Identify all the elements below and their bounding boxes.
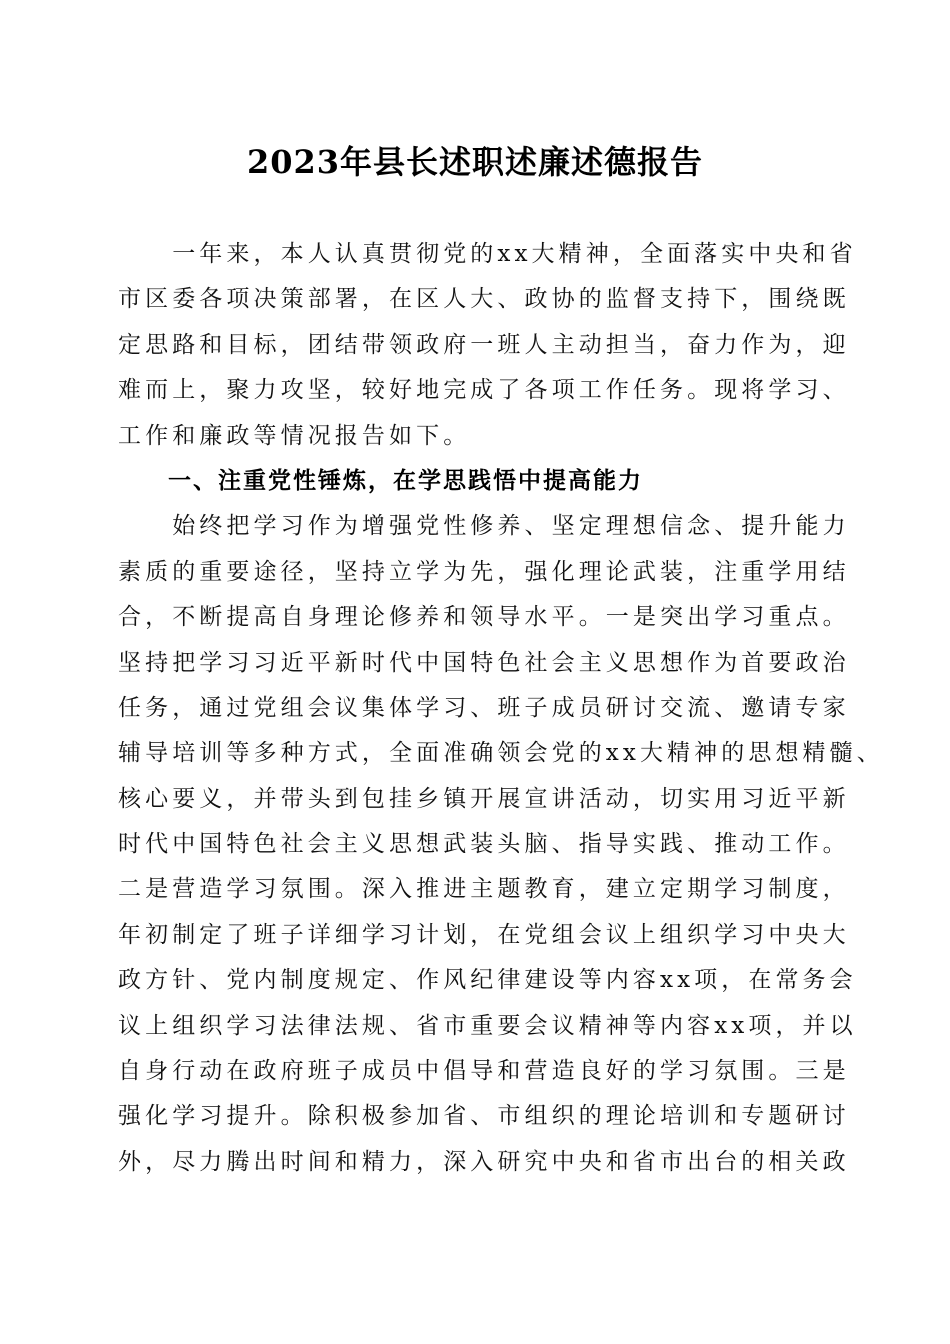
- body-line: 自身行动在政府班子成员中倡导和营造良好的学习氛围。三是: [118, 1058, 850, 1085]
- body-line: 时代中国特色社会主义思想武装头脑、指导实践、推动工作。: [118, 831, 850, 858]
- body-line: 一年来，本人认真贯彻党的xx大精神，全面落实中央和省: [118, 241, 857, 267]
- body-line: 合，不断提高自身理论修养和领导水平。一是突出学习重点。: [118, 604, 850, 631]
- body-line: 市区委各项决策部署，在区人大、政协的监督支持下，围绕既: [118, 286, 850, 313]
- body-line: 二是营造学习氛围。深入推进主题教育，建立定期学习制度，: [118, 876, 850, 903]
- body-line: 任务，通过党组会议集体学习、班子成员研讨交流、邀请专家: [118, 694, 850, 721]
- body-line: 定思路和目标，团结带领政府一班人主动担当，奋力作为，迎: [118, 331, 850, 358]
- body-line: 坚持把学习习近平新时代中国特色社会主义思想作为首要政治: [118, 649, 850, 676]
- document-body: [118, 232, 884, 1185]
- body-line: 始终把学习作为增强党性修养、坚定理想信念、提升能力: [118, 513, 850, 540]
- body-line: 议上组织学习法律法规、省市重要会议精神等内容xx项，并以: [118, 1012, 857, 1039]
- body-line: 难而上，聚力攻坚，较好地完成了各项工作任务。现将学习、: [118, 377, 850, 404]
- document-title: 2023年县长述职述廉述德报告: [246, 143, 704, 181]
- body-line: 辅导培训等多种方式，全面准确领会党的xx大精神的思想精髓、: [118, 740, 884, 767]
- section-heading: 一、注重党性锤炼，在学思践悟中提高能力: [118, 467, 643, 494]
- body-line: 工作和廉政等情况报告如下。: [118, 422, 471, 449]
- body-line: 年初制定了班子详细学习计划，在党组会议上组织学习中央大: [118, 921, 850, 948]
- body-line: 强化学习提升。除积极参加省、市组织的理论培训和专题研讨: [118, 1103, 850, 1130]
- body-line: 外，尽力腾出时间和精力，深入研究中央和省市出台的相关政: [118, 1148, 850, 1175]
- body-line: 核心要义，并带头到包挂乡镇开展宣讲活动，切实用习近平新: [118, 785, 850, 812]
- body-line: 素质的重要途径，坚持立学为先，强化理论武装，注重学用结: [118, 558, 850, 585]
- body-line: 政方针、党内制度规定、作风纪律建设等内容xx项，在常务会: [118, 967, 857, 994]
